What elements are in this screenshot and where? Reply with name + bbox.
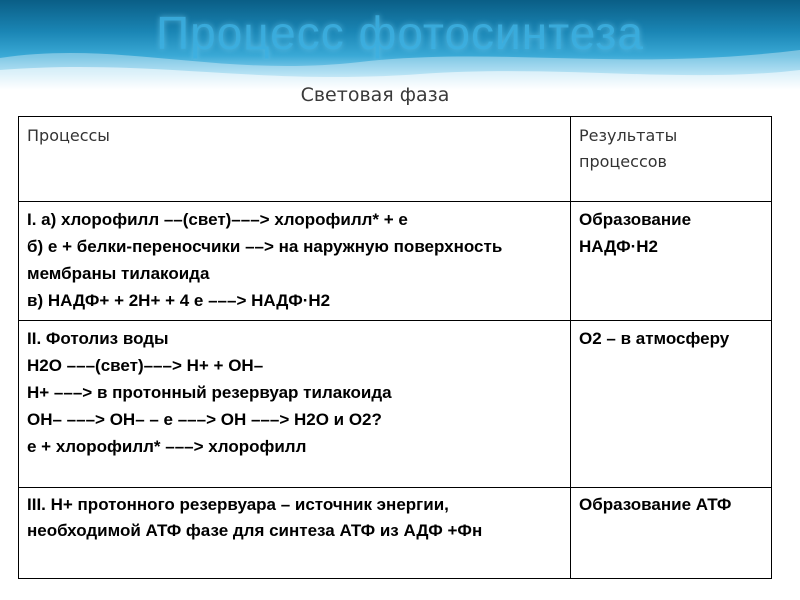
process-line: б) е + белки-переносчики ––> на наружную поверхность мембраны тилакоида xyxy=(27,237,503,283)
result-text: Образование НАДФ·Н2 xyxy=(579,210,692,256)
process-cell xyxy=(19,321,571,488)
table-row xyxy=(19,202,772,321)
process-line: II. Фотолиз воды xyxy=(27,329,169,348)
process-line: ОН– –––> ОН– – е –––> ОН –––> Н2О и О2? xyxy=(27,410,382,429)
process-line: Н+ –––> в протонный резервуар тилакоида xyxy=(27,383,392,402)
photosynthesis-table xyxy=(18,116,772,579)
table-row xyxy=(19,488,772,579)
process-cell xyxy=(19,202,571,321)
process-line: в) НАДФ+ + 2Н+ + 4 е –––> НАДФ·Н2 xyxy=(27,291,331,310)
process-line: Н2О –––(свет)–––> Н+ + ОН– xyxy=(27,356,264,375)
process-line: III. Н+ протонного резервуара – источник энергии, необходимой АТФ фазе для синтеза АТФ из АДФ +Фн xyxy=(27,495,483,540)
table-header-row xyxy=(19,117,772,202)
result-cell xyxy=(571,321,772,488)
result-cell xyxy=(571,202,772,321)
slide-title: Процесс фотосинтеза xyxy=(156,7,644,59)
table-row xyxy=(19,321,772,488)
process-cell xyxy=(19,488,571,579)
result-cell xyxy=(571,488,772,579)
process-line: е + хлорофилл* –––> хлорофилл xyxy=(27,437,307,456)
result-text: О2 – в атмосферу xyxy=(579,329,730,348)
process-line: I. а) хлорофилл ––(свет)–––> хлорофилл* + е xyxy=(27,210,408,229)
header-results: Результаты процессов xyxy=(571,117,772,202)
result-text: Образование АТФ xyxy=(579,495,732,514)
header-processes: Процессы xyxy=(19,117,571,202)
slide-subtitle: Световая фаза xyxy=(300,84,450,106)
